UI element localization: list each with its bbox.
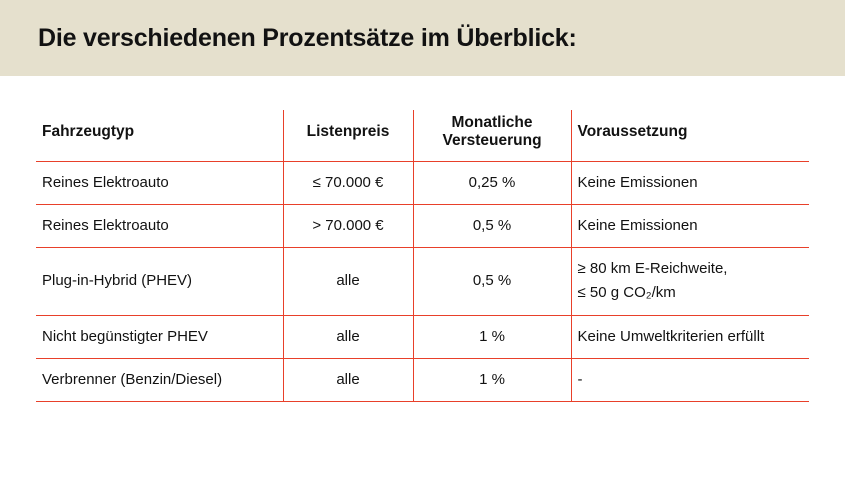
page-title: Die verschiedenen Prozentsätze im Überblick: xyxy=(38,23,577,52)
cell-vehicle-type: Reines Elektroauto xyxy=(36,204,283,247)
column-header-requirement: Voraussetzung xyxy=(571,110,809,161)
cell-requirement xyxy=(571,358,809,401)
table-body xyxy=(36,161,809,402)
cell-requirement-line1: Keine Emissionen xyxy=(577,173,698,191)
cell-vehicle-type: Reines Elektroauto xyxy=(36,161,283,204)
cell-monthly-taxation: 1 % xyxy=(413,315,571,358)
cell-list-price: alle xyxy=(283,248,413,316)
cell-vehicle-type: Nicht begünstigter PHEV xyxy=(36,315,283,358)
cell-monthly-taxation: 1 % xyxy=(413,358,571,401)
cell-list-price: ≤ 70.000 € xyxy=(283,161,413,204)
cell-requirement xyxy=(571,315,809,358)
cell-requirement xyxy=(571,161,809,204)
table-row xyxy=(36,248,809,316)
cell-list-price: alle xyxy=(283,358,413,401)
header-band xyxy=(0,0,845,76)
cell-list-price: > 70.000 € xyxy=(283,204,413,247)
table-header-row xyxy=(36,110,809,161)
column-header-monthly-taxation-line2: Versteuerung xyxy=(442,132,542,150)
cell-requirement-line1: - xyxy=(577,370,583,388)
cell-list-price: alle xyxy=(283,315,413,358)
table-row xyxy=(36,204,809,247)
table-row xyxy=(36,358,809,401)
column-header-monthly-taxation xyxy=(413,110,571,161)
table-row xyxy=(36,315,809,358)
cell-monthly-taxation: 0,5 % xyxy=(413,204,571,247)
cell-requirement xyxy=(571,204,809,247)
table-row xyxy=(36,161,809,204)
table-container xyxy=(0,76,845,402)
cell-monthly-taxation: 0,25 % xyxy=(413,161,571,204)
cell-vehicle-type: Plug-in-Hybrid (PHEV) xyxy=(36,248,283,316)
table-header xyxy=(36,110,809,161)
cell-vehicle-type: Verbrenner (Benzin/Diesel) xyxy=(36,358,283,401)
cell-requirement xyxy=(571,248,809,316)
cell-requirement-line1: Keine Umweltkriterien erfüllt xyxy=(577,327,765,345)
cell-monthly-taxation: 0,5 % xyxy=(413,248,571,316)
cell-requirement-line2: ≤ 50 g CO₂/km xyxy=(577,284,676,302)
cell-requirement-line1: ≥ 80 km E-Reichweite, xyxy=(577,260,728,278)
company-car-tax-rates-table xyxy=(36,110,809,402)
column-header-monthly-taxation-line1: Monatliche xyxy=(451,114,533,131)
cell-requirement-line1: Keine Emissionen xyxy=(577,216,698,234)
column-header-vehicle-type: Fahrzeugtyp xyxy=(36,110,283,161)
column-header-list-price: Listenpreis xyxy=(283,110,413,161)
